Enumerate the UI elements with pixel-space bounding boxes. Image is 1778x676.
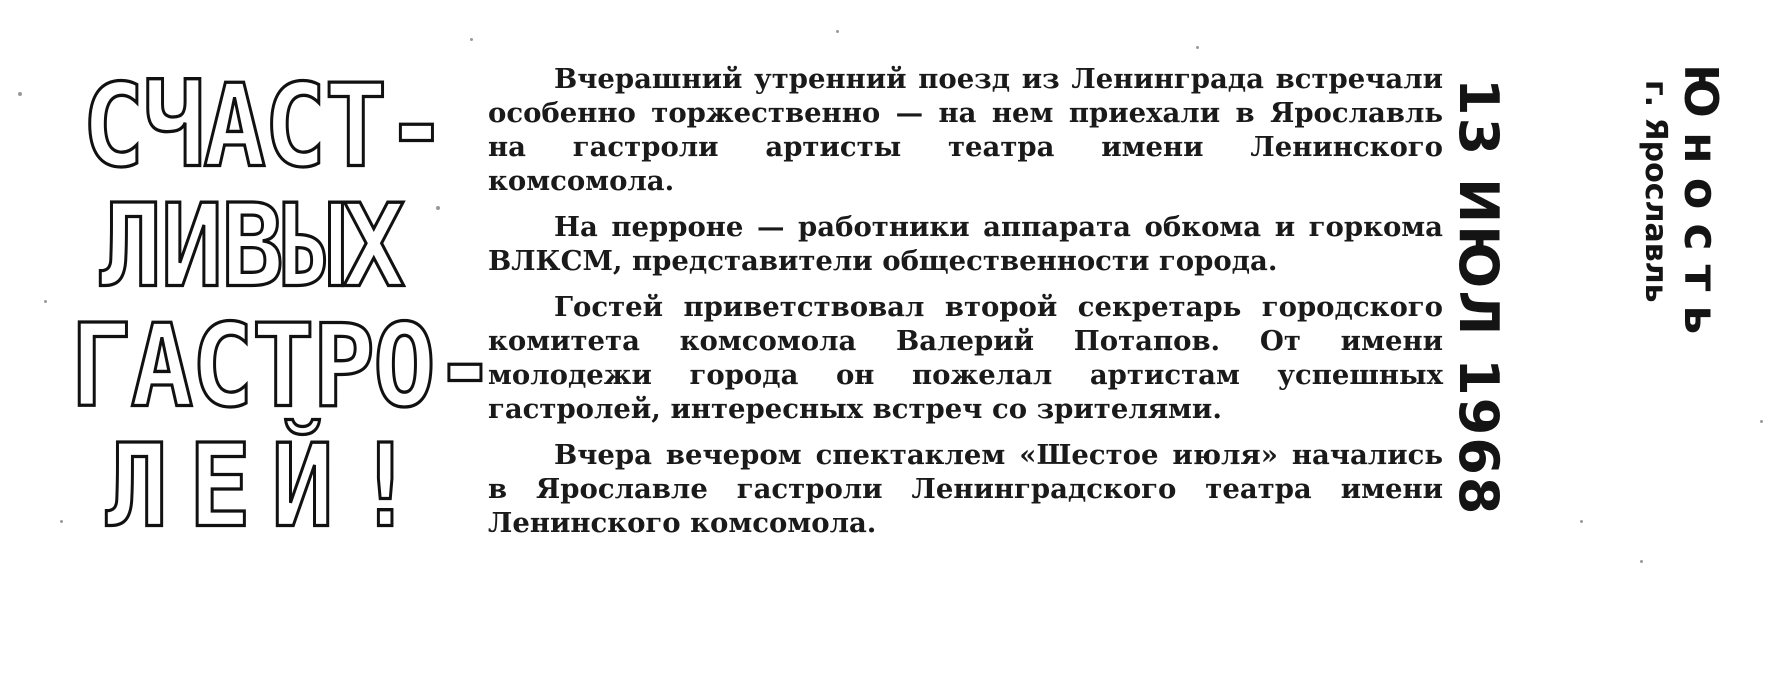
date-stamp-text: 13 ИЮЛ 1968 bbox=[1447, 78, 1510, 517]
article-body bbox=[488, 62, 1443, 552]
print-speck bbox=[60, 520, 63, 523]
date-stamp bbox=[1447, 78, 1510, 517]
print-speck bbox=[1760, 420, 1763, 423]
article-paragraph: Вчерашний утренний поезд из Ленинграда встречали особенно торжественно — на нем приехали в Ярославль на гастроли артисты театра имени Ленинского комсомола. bbox=[488, 63, 1443, 197]
headline bbox=[70, 58, 495, 554]
print-speck bbox=[44, 300, 47, 303]
headline-line: ГАСТРО- bbox=[70, 298, 495, 434]
print-speck bbox=[1640, 560, 1643, 563]
headline-line: СЧАСТ- bbox=[82, 58, 446, 194]
print-speck bbox=[836, 30, 839, 33]
article-paragraph: Вчера вечером спектаклем «Шестое июля» начались в Ярославле гастроли Ленинградского театра имени Ленинского комсомола. bbox=[488, 439, 1443, 539]
article-paragraph: Гостей приветствовал второй секретарь городского комитета комсомола Валерий Потапов. От имени молодежи города он пожелал артистам успешных гастролей, интересных встреч со зрителями. bbox=[488, 291, 1443, 425]
article-paragraph: На перроне — работники аппарата обкома и горкома ВЛКСМ, представители общественности города. bbox=[488, 211, 1443, 277]
print-speck bbox=[1580, 520, 1583, 523]
source-stamp-city: г. Ярославль bbox=[1638, 80, 1673, 303]
print-speck bbox=[1196, 46, 1199, 49]
headline-line: ЛЕЙ! bbox=[106, 418, 437, 554]
print-speck bbox=[470, 38, 473, 41]
source-stamp-title: Юность bbox=[1674, 64, 1728, 349]
print-speck bbox=[18, 92, 22, 96]
headline-line: ЛИВЫХ bbox=[100, 178, 404, 314]
